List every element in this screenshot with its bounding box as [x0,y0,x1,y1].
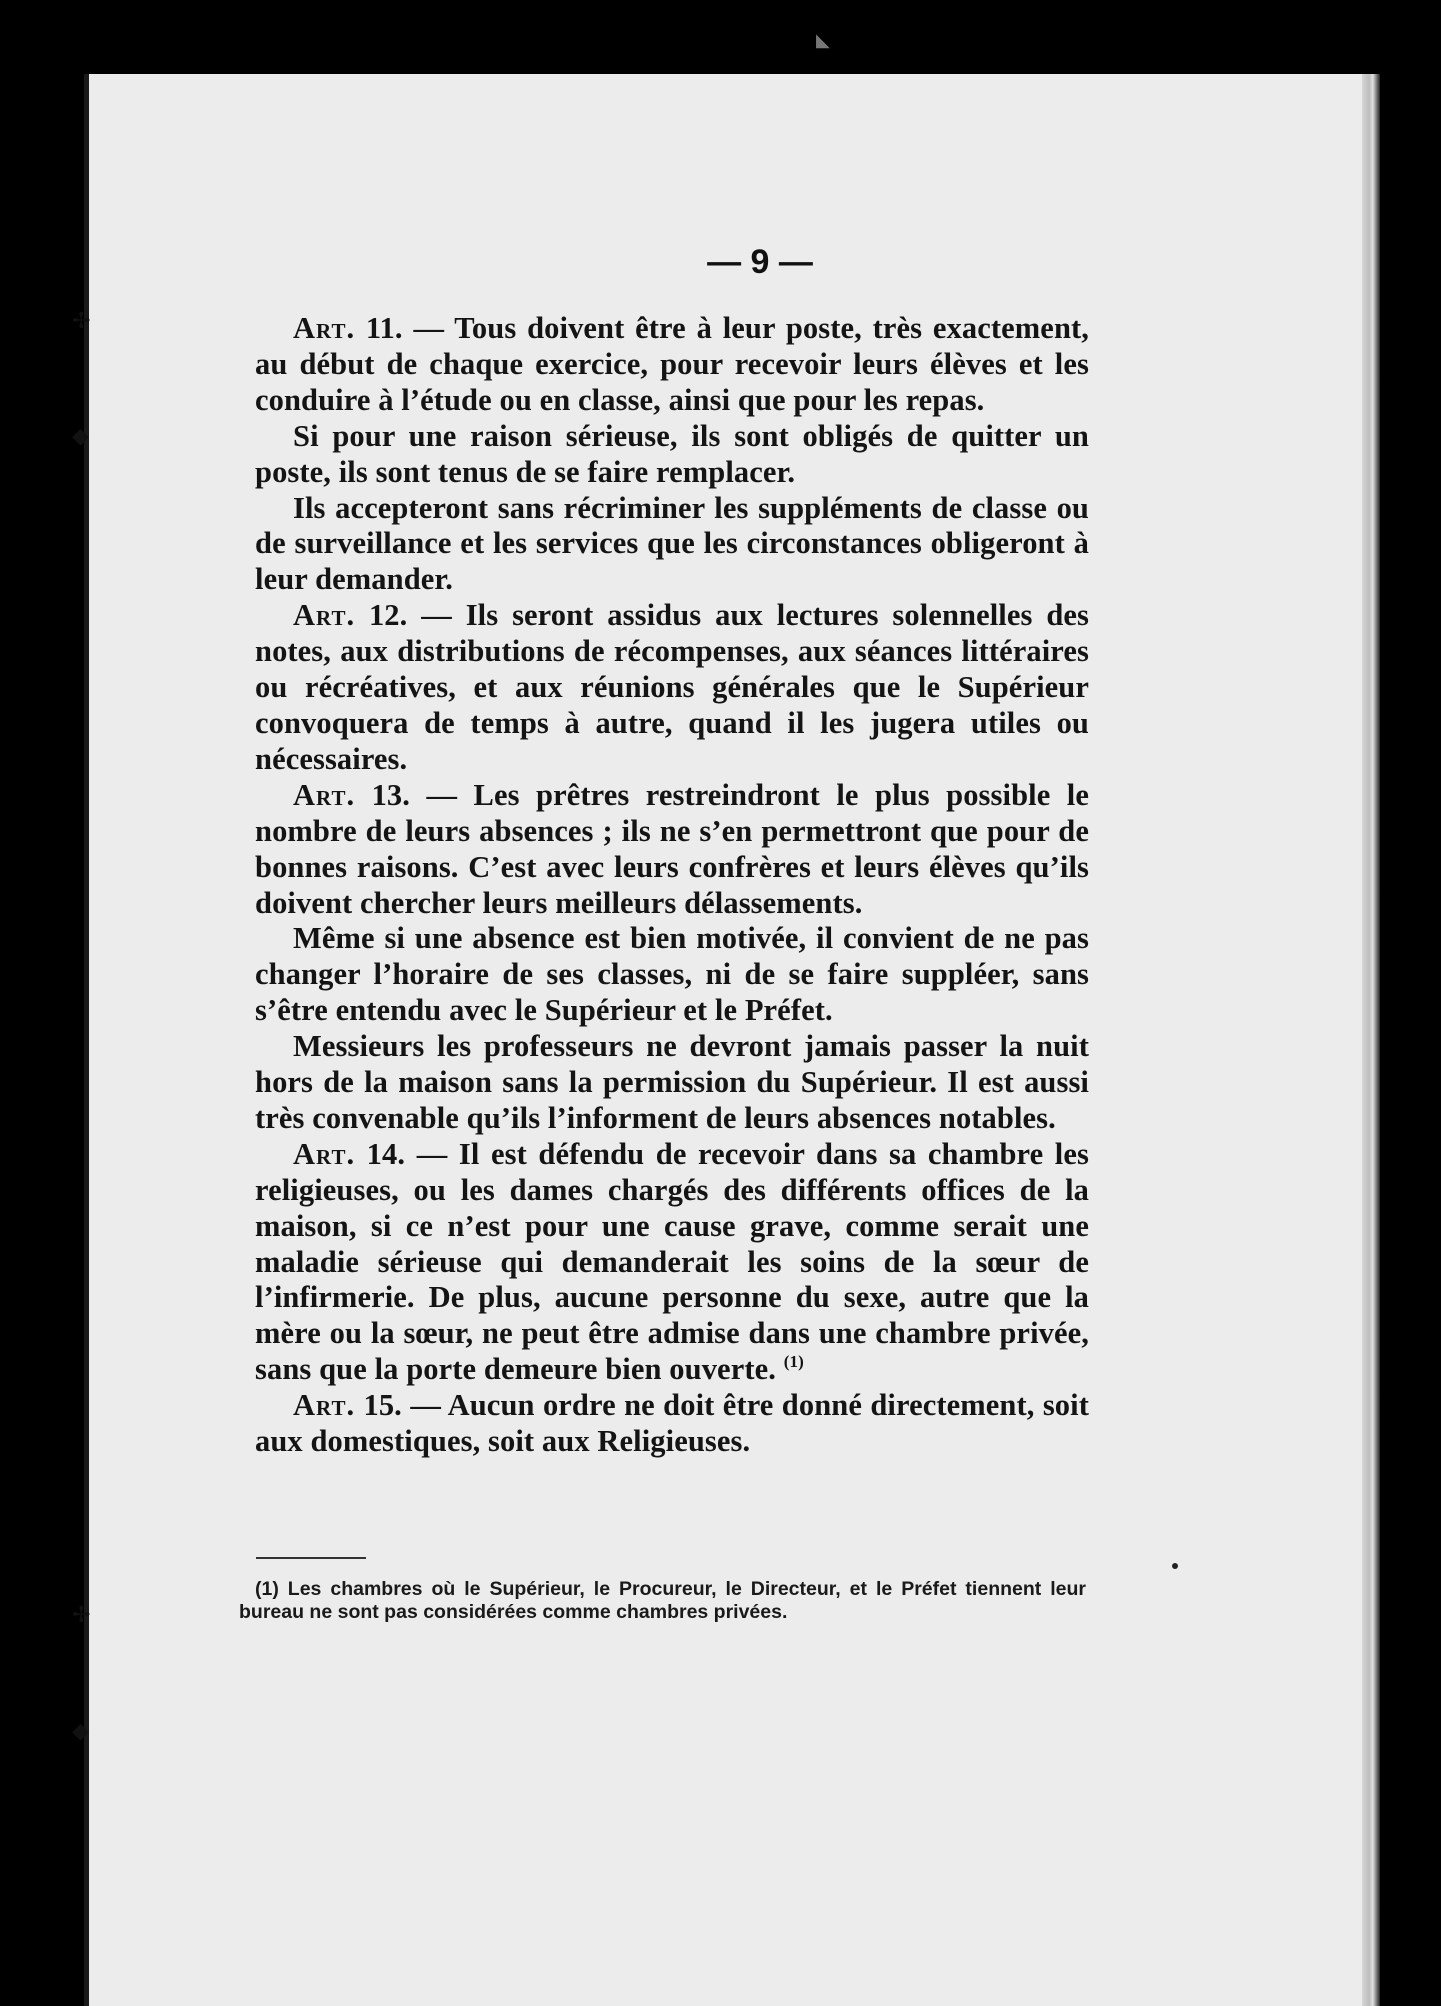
page-number: — 9 — [707,243,813,281]
article-label: Art. [293,1388,356,1423]
article-label: Art. [293,777,356,812]
article-14-paragraph [255,1137,1089,1388]
binding-mark-icon: ✢ [72,308,91,333]
article-label: Art. [293,1136,356,1171]
article-15-paragraph [255,1388,1089,1460]
binding-edge [84,74,89,2006]
article-13-paragraph [255,778,1089,922]
article-number: 14. [366,1136,406,1171]
article-13-paragraph-3: Messieurs les professeurs ne devront jamais passer la nuit hors de la maison sans la permission du Supérieur. Il est aussi très convenable qu’ils l’informent de leurs absences notables. [255,1029,1089,1135]
binding-mark-icon: ✢ [72,1602,91,1627]
footnote-reference: (1) [783,1352,804,1372]
binding-mark-icon: ◆ [72,1718,89,1743]
article-11-paragraph [255,311,1089,419]
body-text [255,311,1089,1460]
footnote-divider [256,1557,366,1559]
article-text: — Il est défendu de recevoir dans sa chambre les religieuses, ou les dames chargés des différents offices de la maison, si ce n’est pour une cause grave, comme serait une maladie sérieuse qui demanderait les soins de la sœur de l’infirmerie. De plus, aucune personne du sexe, autre que la mère ou la sœur, ne peut être admise dans une chambre privée, sans que la porte demeure bien ouverte. [255,1136,1089,1387]
scan-speck-icon: ◣ [816,30,830,50]
article-number: 11. [365,311,403,345]
article-text: — Tous doivent être à leur poste, très exactement, au début de chaque exercice, pour recevoir leurs élèves et les conduire à l’étude ou en classe, ainsi que pour les repas. [255,311,1089,417]
article-number: 13. [371,777,410,812]
article-12-paragraph [255,598,1089,778]
footnote: (1) Les chambres où le Supérieur, le Procureur, le Directeur, et le Préfet tiennent leur bureau ne sont pas considérées comme chambres privées. [239,1578,1086,1623]
article-text: — Aucun ordre ne doit être donné directement, soit aux domestiques, soit aux Religieuses. [255,1388,1089,1459]
article-label: Art. [293,311,356,345]
article-number: 12. [368,598,408,633]
article-label: Art. [293,598,356,633]
article-text: — Les prêtres restreindront le plus possible le nombre de leurs absences ; ils ne s’en permettront que pour de bonnes raisons. C’est avec leurs confrères et leurs élèves qu’ils doivent chercher leurs meilleurs délassements. [255,777,1090,920]
scan-speck-icon [1172,1563,1178,1569]
binding-mark-icon: ◆ [72,423,89,448]
article-13-paragraph-2: Même si une absence est bien motivée, il convient de ne pas changer l’horaire de ses classes, ni de se faire suppléer, sans s’être entendu avec le Supérieur et le Préfet. [255,921,1089,1028]
page-edge [1362,74,1380,2006]
article-11-paragraph-2: Si pour une raison sérieuse, ils sont obligés de quitter un poste, ils sont tenus de se faire remplacer. [255,418,1089,489]
article-number: 15. [363,1388,402,1423]
article-text: — Ils seront assidus aux lectures solennelles des notes, aux distributions de récompenses, aux séances littéraires ou récréatives, et aux réunions générales que le Supérieur convoquera de temps à autre, quand il les jugera utiles ou nécessaires. [255,598,1089,776]
article-11-paragraph-3: Ils accepteront sans récriminer les suppléments de classe ou de surveillance et les services que les circonstances obligeront à leur demander. [255,490,1089,597]
